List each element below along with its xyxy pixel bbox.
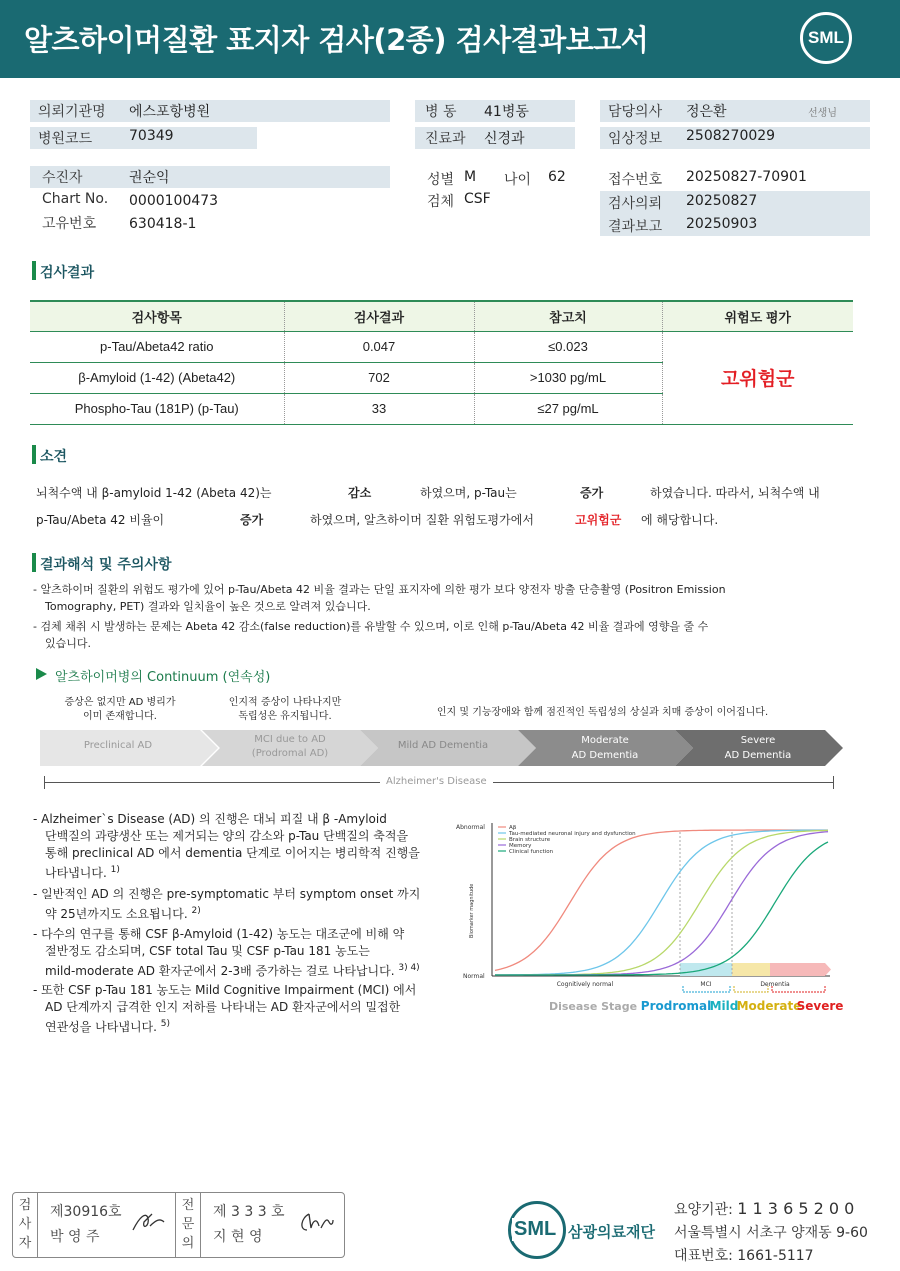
clinical-value: 2508270029 [686, 128, 776, 144]
findings-text: p-Tau/Abeta 42 비율이 [36, 513, 165, 527]
org-name: 삼광의료재단 [568, 1223, 655, 1241]
specialist-license: 제 3 3 3 호 [213, 1204, 285, 1220]
stage-label: Preclinical AD [83, 740, 153, 751]
age-value: 62 [548, 169, 566, 185]
clinical-label: 임상정보 [608, 131, 663, 147]
legend-label: Brain structure [509, 837, 551, 843]
test-item: p-Tau/Abeta42 ratio [30, 331, 284, 362]
table-row [30, 331, 853, 362]
findings-text: 뇌척수액 내 β-amyloid 1-42 (Abeta 42)는 [36, 486, 272, 500]
note-4: - 또한 CSF p-Tau 181 농도는 Mild Cognitive Impairment (MCI) 에서 AD 단계까지 급격한 인지 저하를 나타내는 AD 환자군에서의 밀접한 연관성을 나타냅니다. $^{5)}$ [33, 983, 417, 1034]
sex-value: M [464, 169, 477, 185]
note-2: - 일반적인 AD 의 진행은 pre-symptomatic 부터 symptom onset 까지 약 25년까지도 소요됩니다. $^{2)}$ [33, 887, 421, 921]
specialist-signature [295, 1208, 335, 1236]
doctor-label: 담당의사 [608, 104, 663, 120]
section-marker [32, 261, 36, 280]
test-ref: ≤0.023 [474, 331, 662, 362]
institution-line: 요양기관: 1 1 3 6 5 2 0 0 [674, 1199, 855, 1218]
triangle-icon [36, 668, 47, 680]
col-header: 검사결과 [284, 301, 474, 331]
col-header: 참고치 [474, 301, 662, 331]
phone-line: 대표번호: 1661-5117 [674, 1248, 814, 1264]
patient-value: 권순익 [129, 170, 170, 186]
axis-label: Alzheimer's Disease [380, 776, 493, 787]
stage-label: Mild AD Dementia [397, 740, 489, 751]
stage-band-moderate [732, 963, 770, 976]
stage-moderate: Moderate [736, 999, 802, 1013]
dept-label: 진료과 [425, 131, 466, 147]
specimen-value: CSF [464, 191, 491, 207]
legend-label: Clinical function [509, 849, 554, 855]
examiner-label: 검 사 자 [18, 1198, 32, 1251]
legend-label: Memory [509, 843, 532, 849]
x-cn-label: Cognitively normal [556, 981, 614, 988]
x-dementia-label: Dementia [760, 981, 790, 988]
findings-text: 하였으며, p-Tau는 [420, 486, 517, 500]
examiner-name: 박 영 주 [50, 1229, 100, 1245]
stage-desc: 증상은 없지만 AD 병리가 이미 존재합니다. [64, 697, 176, 722]
report-date-label: 결과보고 [608, 219, 663, 235]
stage-label: MCI due to AD (Prodromal AD) [251, 734, 329, 759]
stage-label: Severe AD Dementia [724, 735, 792, 761]
section-marker [32, 445, 36, 464]
results-title: 검사결과 [40, 265, 95, 281]
stage-band-severe [770, 963, 831, 976]
interpretation-text: Tomography, PET) 결과와 일치율이 높은 것으로 알려져 있습니다. [45, 600, 371, 613]
org-logo-icon: SML [514, 1218, 557, 1240]
note-1: - Alzheimer`s Disease (AD) 의 진행은 대뇌 피질 내 β -Amyloid 단백질의 과량생산 또는 제거되는 양의 감소와 p-Tau 단백질의 축적을 통해 preclinical AD 에서 dementia 단계로 이어지는 병리학적 진행을 나타냅니다. $^{1)}$ [33, 812, 420, 880]
uid-label: 고유번호 [42, 216, 97, 232]
col-header: 검사항목 [30, 301, 284, 331]
test-result: 702 [284, 362, 474, 393]
sml-logo-icon: SML [800, 12, 852, 64]
legend-label: Aβ [509, 825, 517, 831]
x-mci-label: MCI [700, 981, 712, 988]
age-label: 나이 [504, 172, 532, 188]
stage-desc: 인지 및 기능장애와 함께 점진적인 독립성의 상실과 치매 증상이 이어집니다. [436, 707, 769, 718]
risk-value: 고위험군 [662, 331, 853, 424]
ward-value: 41병동 [484, 104, 529, 120]
test-item: β-Amyloid (1-42) (Abeta42) [30, 362, 284, 393]
request-value: 20250827 [686, 193, 758, 209]
test-item: Phospho-Tau (181P) (p-Tau) [30, 393, 284, 424]
stage-desc: 인지적 증상이 나타나지만 독립성은 유지됩니다. [228, 697, 342, 722]
findings-increase: 증가 [240, 513, 264, 527]
stage-mild: Mild [709, 999, 739, 1013]
stage-prodromal: Prodromal [640, 999, 712, 1013]
interpretation-title: 결과해석 및 주의사항 [40, 557, 172, 573]
request-label: 검사의뢰 [608, 196, 663, 212]
test-result: 0.047 [284, 331, 474, 362]
chart-label: Chart No. [42, 191, 109, 207]
findings-text: 에 해당합니다. [641, 513, 719, 527]
test-ref: >1030 pg/mL [474, 362, 662, 393]
examiner-license: 제30916호 [50, 1204, 122, 1220]
dept-value: 신경과 [484, 131, 525, 147]
interpretation-text: - 검체 채취 시 발생하는 문제는 Abeta 42 감소(false reduction)를 유발할 수 있으며, 이로 인해 p-Tau/Abeta 42 비율 결과에 영향을 줄 수 [33, 620, 709, 633]
address: 서울특별시 서초구 양재동 9-60 [674, 1225, 868, 1241]
findings-increase: 증가 [580, 486, 604, 500]
patient-label: 수진자 [42, 170, 83, 186]
graph-legend [498, 825, 636, 855]
y-bottom-label: Normal [463, 973, 485, 980]
specimen-label: 검체 [427, 194, 455, 210]
findings-risk: 고위험군 [575, 513, 622, 527]
legend-label: Tau-mediated neuronal injury and dysfunction [509, 831, 636, 837]
reception-label: 접수번호 [608, 172, 663, 188]
findings-title: 소견 [40, 449, 68, 465]
continuum-title: 알츠하이머병의 Continuum (연속성) [55, 670, 271, 685]
specialist-label: 전 문 의 [181, 1198, 195, 1251]
note-3: - 다수의 연구를 통해 CSF β-Amyloid (1-42) 농도는 대조군에 비해 약 절반정도 감소되며, CSF total Tau 및 CSF p-Tau 181 농도는 mild-moderate AD 환자군에서 2-3배 증가하는 걸로 나타납니다. $^{3) 4)}$ [33, 927, 420, 978]
y-top-label: Abnormal [456, 824, 485, 831]
sex-label: 성별 [427, 172, 455, 188]
chart-value: 0000100473 [129, 193, 219, 209]
examiner-signature [130, 1208, 168, 1236]
findings-text: 하였습니다. 따라서, 뇌척수액 내 [650, 486, 820, 500]
stage-severe: Severe [796, 999, 844, 1013]
uid-value: 630418-1 [129, 216, 197, 232]
doctor-value: 정은환 [686, 104, 727, 120]
interpretation-text: - 알츠하이머 질환의 위험도 평가에 있어 p-Tau/Abeta 42 비율 결과는 단일 표지자에 의한 평가 보다 양전자 방출 단층촬영 (Positron Emission [33, 583, 726, 596]
report-title: 알츠하이머질환 표지자 검사(2종) 검사결과보고서 [24, 23, 649, 57]
section-marker [32, 553, 36, 572]
disease-stage-label: Disease Stage [548, 1000, 638, 1013]
findings-text: 하였으며, 알츠하이머 질환 위험도평가에서 [310, 513, 534, 527]
hospital-value: 에스포항병원 [129, 104, 211, 120]
y-axis-label: Biomarker magnitude [469, 883, 475, 938]
test-result: 33 [284, 393, 474, 424]
biomarker-graph [455, 818, 850, 1018]
col-header: 위험도 평가 [662, 301, 853, 331]
interpretation-text: 있습니다. [45, 637, 92, 650]
hospital-label: 의뢰기관명 [38, 104, 106, 120]
curve-clinical [495, 842, 828, 975]
ward-label: 병 동 [425, 104, 457, 120]
stage-label: Moderate AD Dementia [571, 735, 639, 761]
doctor-suffix: 선생님 [808, 108, 837, 119]
findings-decrease: 감소 [348, 486, 372, 500]
code-label: 병원코드 [38, 131, 93, 147]
test-ref: ≤27 pg/mL [474, 393, 662, 424]
reception-value: 20250827-70901 [686, 169, 807, 185]
report-date-value: 20250903 [686, 216, 758, 232]
results-table [30, 300, 853, 425]
code-value: 70349 [129, 128, 174, 144]
specialist-name: 지 현 영 [213, 1229, 263, 1245]
